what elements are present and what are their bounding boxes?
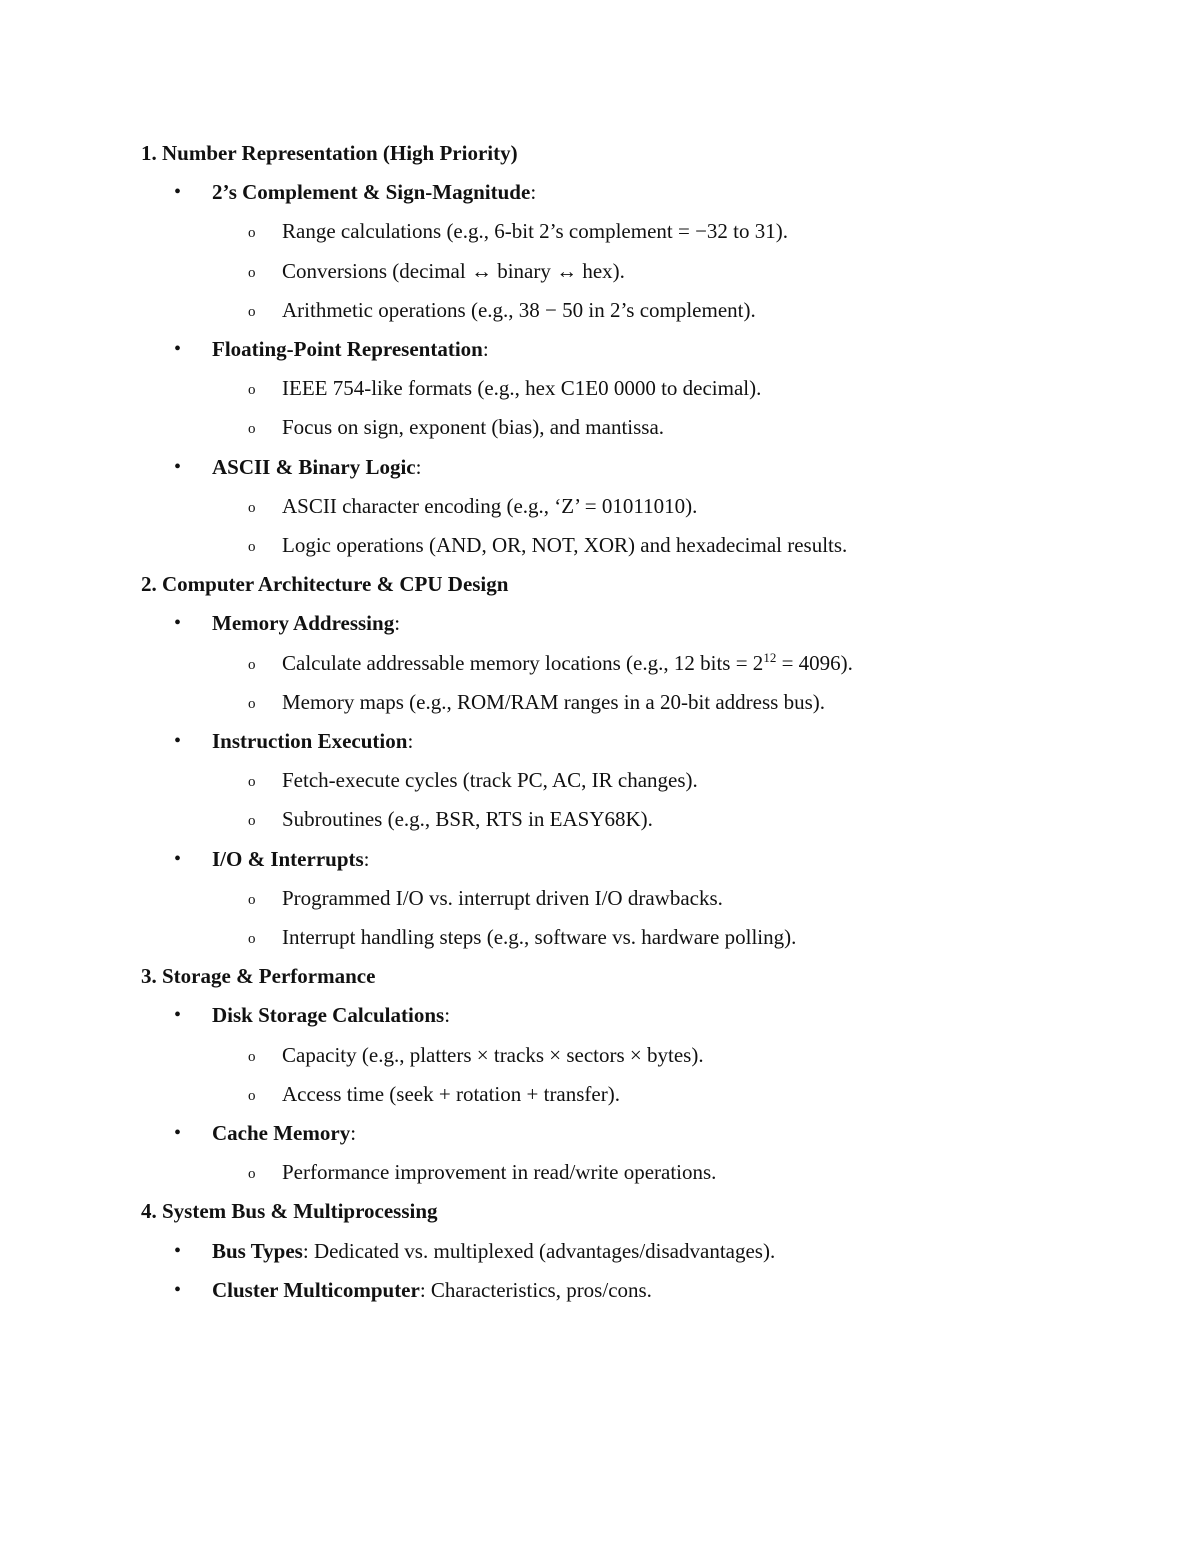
- section-heading: 1. Number Representation (High Priority): [141, 141, 518, 165]
- bullet-icon: •: [174, 1122, 182, 1144]
- sub-bullet-icon: o: [248, 303, 256, 320]
- sub-bullet-item-text: [282, 368, 761, 408]
- bullet-item-text: [212, 603, 400, 643]
- sub-bullet-text-part: Interrupt handling steps (e.g., software vs. hardware polling).: [282, 925, 797, 949]
- bullet-item-title: I/O & Interrupts: [212, 846, 364, 871]
- sub-bullet-item-text: [282, 486, 697, 526]
- sub-bullet-item-text: [282, 643, 853, 683]
- sub-bullet-item-text: [282, 407, 664, 447]
- sub-bullet-icon: o: [248, 931, 256, 947]
- sub-bullet-item-text: [282, 251, 625, 291]
- bullet-item-detail: :: [530, 180, 537, 205]
- sub-bullet-icon: o: [248, 695, 256, 712]
- bullet-icon: •: [174, 1278, 182, 1301]
- sub-bullet-item-text: [282, 1074, 620, 1114]
- sub-bullet-item-text: [282, 917, 796, 957]
- bullet-item-detail: :: [444, 1003, 451, 1028]
- bullet-icon: •: [174, 1004, 182, 1027]
- bullet-item-detail: : Characteristics, pros/cons.: [419, 1277, 652, 1302]
- section-heading: 2. Computer Architecture & CPU Design: [141, 572, 509, 597]
- sub-bullet-item-text: [282, 211, 788, 251]
- sub-bullet-text-part: Capacity (e.g., platters × tracks × sectors × bytes).: [282, 1042, 704, 1067]
- bullet-item-detail: :: [407, 729, 414, 753]
- bullet-icon: •: [174, 1239, 182, 1262]
- sub-bullet-text-part: Conversions (decimal ↔ binary ↔ hex).: [282, 258, 625, 283]
- sub-bullet-item-text: [282, 1035, 704, 1075]
- sub-bullet-icon: o: [248, 499, 256, 516]
- sub-bullet-icon: o: [248, 421, 256, 438]
- sub-bullet-text-part: Programmed I/O vs. interrupt driven I/O drawbacks.: [282, 885, 723, 910]
- sub-bullet-icon: o: [248, 264, 256, 281]
- sub-bullet-icon: o: [248, 656, 256, 673]
- bullet-item-text: [212, 447, 421, 487]
- sub-bullet-text-part: Focus on sign, exponent (bias), and mantissa.: [282, 415, 665, 440]
- bullet-item-text: [212, 329, 489, 369]
- sub-bullet-item-text: [282, 682, 825, 722]
- bullet-item-detail: : Dedicated vs. multiplexed (advantages/disadvantages).: [302, 1238, 776, 1263]
- bullet-icon: •: [174, 338, 182, 360]
- bullet-item-title: Cluster Multicomputer: [212, 1277, 420, 1302]
- bullet-item-text: [212, 1231, 775, 1271]
- sub-bullet-text-part: Arithmetic operations (e.g., 38 − 50 in 2’s complement).: [282, 297, 756, 322]
- bullet-item-text: [212, 1113, 356, 1153]
- bullet-item-title: Cache Memory: [212, 1121, 351, 1145]
- bullet-item-text: [212, 172, 536, 212]
- sub-bullet-text-part: Logic operations (AND, OR, NOT, XOR) and hexadecimal results.: [282, 533, 848, 557]
- sub-bullet-item-text: [282, 1152, 716, 1192]
- sub-bullet-text-part: Calculate addressable memory locations (e.g., 12 bits = 2: [282, 650, 764, 675]
- sub-bullet-icon: o: [248, 1087, 256, 1104]
- section-heading: 4. System Bus & Multiprocessing: [141, 1199, 438, 1224]
- sub-bullet-item-text: [282, 760, 698, 800]
- sub-bullet-text-part: Performance improvement in read/write operations.: [282, 1160, 717, 1185]
- sub-bullet-item-text: [282, 525, 847, 565]
- bullet-item-text: [212, 995, 450, 1035]
- bullet-item-detail: :: [394, 611, 401, 636]
- bullet-icon: •: [174, 612, 182, 635]
- bullet-icon: •: [174, 181, 182, 204]
- sub-bullet-icon: o: [248, 382, 256, 399]
- sub-bullet-icon: o: [248, 813, 256, 830]
- sub-bullet-text-part: = 4096).: [776, 650, 853, 675]
- bullet-item-detail: :: [363, 846, 370, 871]
- bullet-item-title: ASCII & Binary Logic: [212, 454, 416, 479]
- bullet-item-title: Memory Addressing: [212, 611, 395, 636]
- bullet-icon: •: [174, 455, 182, 478]
- bullet-item-title: Instruction Execution: [212, 729, 408, 753]
- bullet-icon: •: [174, 847, 182, 870]
- bullet-item-text: [212, 1270, 652, 1310]
- bullet-item-title: Floating-Point Representation: [212, 337, 483, 361]
- sub-bullet-item-text: [282, 290, 756, 330]
- sub-bullet-text-part: ASCII character encoding (e.g., ‘Z’ = 01011010).: [282, 493, 698, 518]
- sub-bullet-icon: o: [248, 1048, 256, 1065]
- bullet-icon: •: [174, 730, 182, 752]
- sub-bullet-icon: o: [248, 539, 256, 555]
- bullet-item-text: [212, 721, 413, 761]
- bullet-item-title: Bus Types: [212, 1238, 303, 1263]
- bullet-item-title: Disk Storage Calculations: [212, 1003, 445, 1028]
- sub-bullet-text-part: IEEE 754-like formats (e.g., hex C1E0 0000 to decimal).: [282, 376, 762, 401]
- bullet-item-title: 2’s Complement & Sign-Magnitude: [212, 180, 531, 205]
- bullet-item-detail: :: [415, 454, 422, 479]
- sub-bullet-text-part: Memory maps (e.g., ROM/RAM ranges in a 20-bit address bus).: [282, 689, 826, 714]
- sub-bullet-icon: o: [248, 225, 256, 242]
- sub-bullet-text-part: Access time (seek + rotation + transfer).: [282, 1081, 620, 1106]
- sub-bullet-text-part: Subroutines (e.g., BSR, RTS in EASY68K).: [282, 807, 653, 832]
- sub-bullet-text-part: Fetch-execute cycles (track PC, AC, IR changes).: [282, 768, 698, 793]
- sub-bullet-item-text: [282, 878, 723, 918]
- sub-bullet-item-text: [282, 799, 653, 839]
- bullet-item-detail: :: [350, 1121, 357, 1145]
- sub-bullet-icon: o: [248, 774, 256, 791]
- sub-bullet-icon: o: [248, 1166, 256, 1183]
- sub-bullet-text-part: Range calculations (e.g., 6-bit 2’s complement = −32 to 31).: [282, 219, 788, 244]
- bullet-item-detail: :: [482, 337, 489, 361]
- bullet-item-text: [212, 839, 370, 879]
- superscript: 12: [763, 649, 777, 665]
- section-heading: 3. Storage & Performance: [141, 964, 376, 989]
- sub-bullet-icon: o: [248, 891, 256, 908]
